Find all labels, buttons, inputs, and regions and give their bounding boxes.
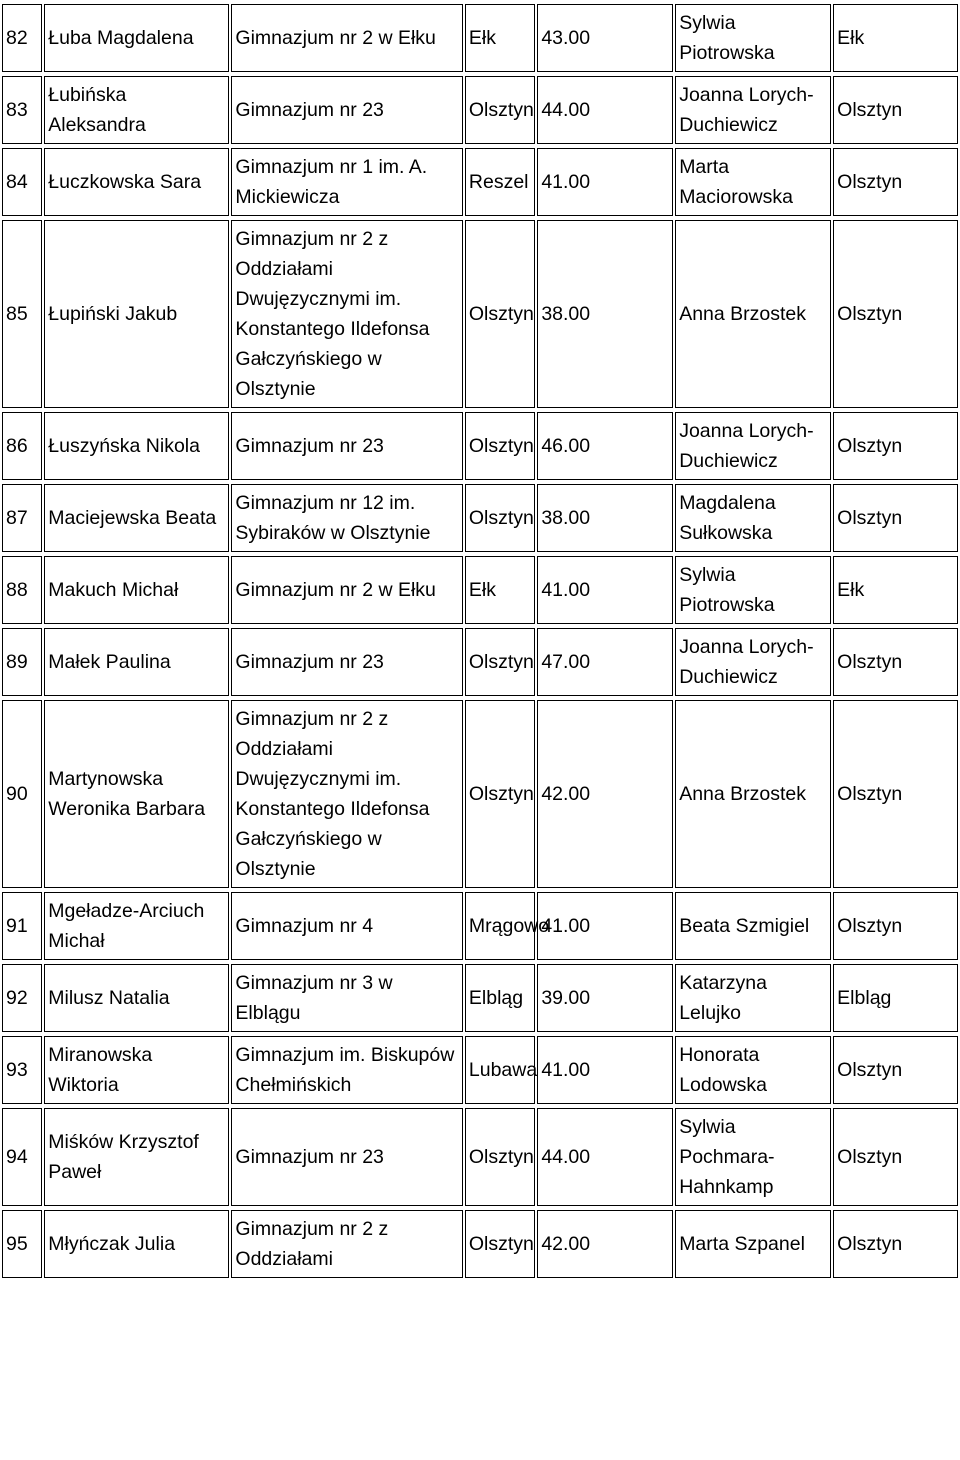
teacher-name: Katarzyna Lelujko xyxy=(679,972,767,1024)
participant-name-cell xyxy=(44,412,229,480)
school-city-cell xyxy=(465,484,535,552)
teacher-name-cell xyxy=(675,76,831,144)
score-value: 38.00 xyxy=(541,303,591,325)
teacher-name: Sylwia Pochmara-Hahnkamp xyxy=(679,1116,775,1198)
teacher-name-cell xyxy=(675,148,831,216)
score-value: 41.00 xyxy=(541,1059,591,1081)
school-city-cell xyxy=(465,4,535,72)
table-row xyxy=(2,1210,958,1278)
row-number-cell xyxy=(2,556,42,624)
region-name-cell xyxy=(833,4,958,72)
row-number: 91 xyxy=(6,915,28,937)
participant-name: Miranowska Wiktoria xyxy=(48,1044,153,1096)
row-number: 86 xyxy=(6,435,28,457)
school-name: Gimnazjum nr 2 z Oddziałami xyxy=(235,1218,389,1270)
school-name: Gimnazjum nr 12 im. Sybiraków w Olsztynie xyxy=(235,492,431,544)
score-value: 42.00 xyxy=(541,1233,591,1255)
region-name: Olsztyn xyxy=(837,915,903,937)
school-city-cell xyxy=(465,148,535,216)
school-city: Olsztyn xyxy=(468,1146,534,1168)
region-name: Olsztyn xyxy=(837,1146,903,1168)
score-value-cell xyxy=(537,220,673,408)
participant-name-cell xyxy=(44,76,229,144)
teacher-name-cell xyxy=(675,628,831,696)
score-value-cell xyxy=(537,1108,673,1206)
participant-name-cell xyxy=(44,1108,229,1206)
school-city-cell xyxy=(465,1036,538,1104)
row-number: 88 xyxy=(6,579,28,601)
school-city: Olsztyn xyxy=(468,783,534,805)
school-name: Gimnazjum nr 2 w Ełku xyxy=(235,27,436,49)
score-value: 38.00 xyxy=(541,507,591,529)
row-number-cell xyxy=(2,1108,42,1206)
teacher-name-cell xyxy=(675,412,831,480)
row-number-cell xyxy=(2,1036,42,1104)
row-number: 89 xyxy=(6,651,28,673)
participant-name: Milusz Natalia xyxy=(48,987,170,1009)
region-name: Ełk xyxy=(837,579,865,601)
participant-name: Małek Paulina xyxy=(48,651,171,673)
region-name-cell xyxy=(833,1108,958,1206)
table-row xyxy=(2,964,958,1032)
school-city: Olsztyn xyxy=(468,99,534,121)
school-city: Ełk xyxy=(468,27,496,49)
table-row xyxy=(2,4,958,72)
score-value: 39.00 xyxy=(541,987,591,1009)
region-name-cell xyxy=(833,76,958,144)
school-name-cell xyxy=(231,148,462,216)
region-name-cell xyxy=(833,892,958,960)
participant-name: Miśków Krzysztof Paweł xyxy=(48,1131,199,1183)
table-row xyxy=(2,1108,958,1206)
region-name-cell xyxy=(833,148,958,216)
school-city-cell xyxy=(465,76,535,144)
row-number: 84 xyxy=(6,171,28,193)
score-value: 44.00 xyxy=(541,99,591,121)
school-name-cell xyxy=(231,556,462,624)
table-row xyxy=(2,148,958,216)
teacher-name-cell xyxy=(675,4,831,72)
school-city: Elbląg xyxy=(468,987,524,1009)
region-name: Olsztyn xyxy=(837,435,903,457)
row-number: 94 xyxy=(6,1146,28,1168)
region-name-cell xyxy=(833,1210,958,1278)
teacher-name-cell xyxy=(675,220,831,408)
score-value-cell xyxy=(537,148,673,216)
table-row xyxy=(2,1036,958,1104)
school-city-cell xyxy=(465,964,535,1032)
row-number: 83 xyxy=(6,99,28,121)
row-number: 95 xyxy=(6,1233,28,1255)
region-name: Olsztyn xyxy=(837,651,903,673)
table-row xyxy=(2,628,958,696)
score-value-cell xyxy=(537,628,673,696)
score-value: 41.00 xyxy=(541,579,591,601)
score-value: 42.00 xyxy=(541,783,591,805)
teacher-name-cell xyxy=(675,556,831,624)
school-name-cell xyxy=(231,76,462,144)
participant-name: Łupiński Jakub xyxy=(48,303,178,325)
table-row xyxy=(2,220,958,408)
school-name: Gimnazjum nr 2 z Oddziałami Dwujęzycznymi im. Konstantego Ildefonsa Gałczyńskiego w Olsztynie xyxy=(235,708,430,880)
school-name-cell xyxy=(231,700,462,888)
school-name: Gimnazjum nr 4 xyxy=(235,915,374,937)
region-name-cell xyxy=(833,484,958,552)
row-number: 92 xyxy=(6,987,28,1009)
score-value: 41.00 xyxy=(541,171,591,193)
region-name: Olsztyn xyxy=(837,507,903,529)
score-value-cell xyxy=(537,700,673,888)
school-city: Mrągowo xyxy=(468,915,550,937)
row-number-cell xyxy=(2,628,42,696)
score-value: 41.00 xyxy=(541,915,591,937)
participant-name: Mgeładze-Arciuch Michał xyxy=(48,900,205,952)
score-value: 46.00 xyxy=(541,435,591,457)
school-city-cell xyxy=(465,1210,535,1278)
participant-name-cell xyxy=(44,556,229,624)
school-city: Olsztyn xyxy=(468,651,534,673)
row-number: 93 xyxy=(6,1059,28,1081)
school-name-cell xyxy=(231,412,462,480)
participant-name-cell xyxy=(44,148,229,216)
row-number: 85 xyxy=(6,303,28,325)
score-value-cell xyxy=(537,964,673,1032)
school-name-cell xyxy=(231,220,462,408)
row-number: 87 xyxy=(6,507,28,529)
row-number: 82 xyxy=(6,27,28,49)
score-value-cell xyxy=(537,892,673,960)
participant-name: Makuch Michał xyxy=(48,579,179,601)
school-name-cell xyxy=(231,1036,462,1104)
table-row xyxy=(2,484,958,552)
school-name: Gimnazjum nr 2 w Ełku xyxy=(235,579,436,601)
teacher-name: Magdalena Sułkowska xyxy=(679,492,776,544)
participant-name-cell xyxy=(44,892,229,960)
region-name: Olsztyn xyxy=(837,1059,903,1081)
participant-name-cell xyxy=(44,484,229,552)
score-value: 43.00 xyxy=(541,27,591,49)
school-name: Gimnazjum nr 2 z Oddziałami Dwujęzycznymi im. Konstantego Ildefonsa Gałczyńskiego w Olsztynie xyxy=(235,228,430,400)
school-city-cell xyxy=(465,556,535,624)
school-name: Gimnazjum nr 1 im. A. Mickiewicza xyxy=(235,156,428,208)
participant-name: Łubińska Aleksandra xyxy=(48,84,146,136)
score-value-cell xyxy=(537,412,673,480)
score-value: 44.00 xyxy=(541,1146,591,1168)
participant-name-cell xyxy=(44,220,229,408)
results-table-body xyxy=(2,4,958,1278)
teacher-name: Joanna Lorych-Duchiewicz xyxy=(679,420,814,472)
school-city-cell xyxy=(465,892,550,960)
teacher-name: Sylwia Piotrowska xyxy=(679,12,775,64)
score-value: 47.00 xyxy=(541,651,591,673)
table-row xyxy=(2,412,958,480)
school-city: Olsztyn xyxy=(468,435,534,457)
school-city: Ełk xyxy=(468,579,496,601)
region-name: Ełk xyxy=(837,27,865,49)
school-name-cell xyxy=(231,4,462,72)
region-name: Olsztyn xyxy=(837,171,903,193)
score-value-cell xyxy=(537,4,673,72)
teacher-name: Marta Maciorowska xyxy=(679,156,793,208)
row-number-cell xyxy=(2,484,42,552)
teacher-name-cell xyxy=(675,700,831,888)
teacher-name: Marta Szpanel xyxy=(679,1233,805,1255)
row-number-cell xyxy=(2,148,42,216)
region-name: Olsztyn xyxy=(837,783,903,805)
teacher-name: Anna Brzostek xyxy=(679,303,807,325)
row-number-cell xyxy=(2,700,42,888)
participant-name-cell xyxy=(44,964,229,1032)
teacher-name: Anna Brzostek xyxy=(679,783,807,805)
participant-name-cell xyxy=(44,700,229,888)
school-name-cell xyxy=(231,1210,462,1278)
teacher-name: Joanna Lorych-Duchiewicz xyxy=(679,84,814,136)
school-name: Gimnazjum nr 3 w Elblągu xyxy=(235,972,393,1024)
row-number-cell xyxy=(2,412,42,480)
school-city-cell xyxy=(465,1108,535,1206)
participant-name-cell xyxy=(44,628,229,696)
school-city: Olsztyn xyxy=(468,1233,534,1255)
region-name-cell xyxy=(833,556,958,624)
participant-name-cell xyxy=(44,1210,229,1278)
region-name-cell xyxy=(833,412,958,480)
school-name: Gimnazjum nr 23 xyxy=(235,435,384,457)
teacher-name: Honorata Lodowska xyxy=(679,1044,767,1096)
row-number-cell xyxy=(2,4,42,72)
participant-name-cell xyxy=(44,1036,229,1104)
score-value-cell xyxy=(537,484,673,552)
participant-name: Młyńczak Julia xyxy=(48,1233,176,1255)
teacher-name-cell xyxy=(675,1210,831,1278)
score-value-cell xyxy=(537,76,673,144)
score-value-cell xyxy=(537,1210,673,1278)
row-number-cell xyxy=(2,220,42,408)
participant-name-cell xyxy=(44,4,229,72)
school-city: Reszel xyxy=(468,171,529,193)
school-name-cell xyxy=(231,1108,462,1206)
school-name-cell xyxy=(231,484,462,552)
teacher-name: Sylwia Piotrowska xyxy=(679,564,775,616)
region-name: Olsztyn xyxy=(837,303,903,325)
participant-name: Maciejewska Beata xyxy=(48,507,217,529)
table-row xyxy=(2,892,958,960)
row-number-cell xyxy=(2,1210,42,1278)
school-name: Gimnazjum im. Biskupów Chełmińskich xyxy=(235,1044,455,1096)
school-city-cell xyxy=(465,700,535,888)
school-city-cell xyxy=(465,412,535,480)
table-row xyxy=(2,700,958,888)
table-row xyxy=(2,556,958,624)
school-city-cell xyxy=(465,220,535,408)
row-number: 90 xyxy=(6,783,28,805)
region-name-cell xyxy=(833,220,958,408)
table-row xyxy=(2,76,958,144)
school-city: Olsztyn xyxy=(468,507,534,529)
region-name: Olsztyn xyxy=(837,1233,903,1255)
teacher-name-cell xyxy=(675,892,831,960)
region-name-cell xyxy=(833,964,958,1032)
score-value-cell xyxy=(537,556,673,624)
school-name-cell xyxy=(231,628,462,696)
region-name: Olsztyn xyxy=(837,99,903,121)
teacher-name-cell xyxy=(675,964,831,1032)
score-value-cell xyxy=(537,1036,673,1104)
row-number-cell xyxy=(2,76,42,144)
row-number-cell xyxy=(2,892,42,960)
school-name-cell xyxy=(231,964,462,1032)
participant-name: Łuczkowska Sara xyxy=(48,171,202,193)
school-name: Gimnazjum nr 23 xyxy=(235,1146,384,1168)
teacher-name-cell xyxy=(675,484,831,552)
teacher-name-cell xyxy=(675,1108,831,1206)
school-city: Olsztyn xyxy=(468,303,534,325)
region-name-cell xyxy=(833,700,958,888)
teacher-name-cell xyxy=(675,1036,831,1104)
participant-name: Łuba Magdalena xyxy=(48,27,194,49)
participant-name: Martynowska Weronika Barbara xyxy=(48,768,206,820)
school-name: Gimnazjum nr 23 xyxy=(235,651,384,673)
region-name-cell xyxy=(833,628,958,696)
school-city-cell xyxy=(465,628,535,696)
teacher-name: Joanna Lorych-Duchiewicz xyxy=(679,636,814,688)
teacher-name: Beata Szmigiel xyxy=(679,915,810,937)
participant-name: Łuszyńska Nikola xyxy=(48,435,200,457)
row-number-cell xyxy=(2,964,42,1032)
region-name: Elbląg xyxy=(837,987,892,1009)
region-name-cell xyxy=(833,1036,958,1104)
school-name-cell xyxy=(231,892,462,960)
school-city: Lubawa xyxy=(468,1059,538,1081)
school-name: Gimnazjum nr 23 xyxy=(235,99,384,121)
